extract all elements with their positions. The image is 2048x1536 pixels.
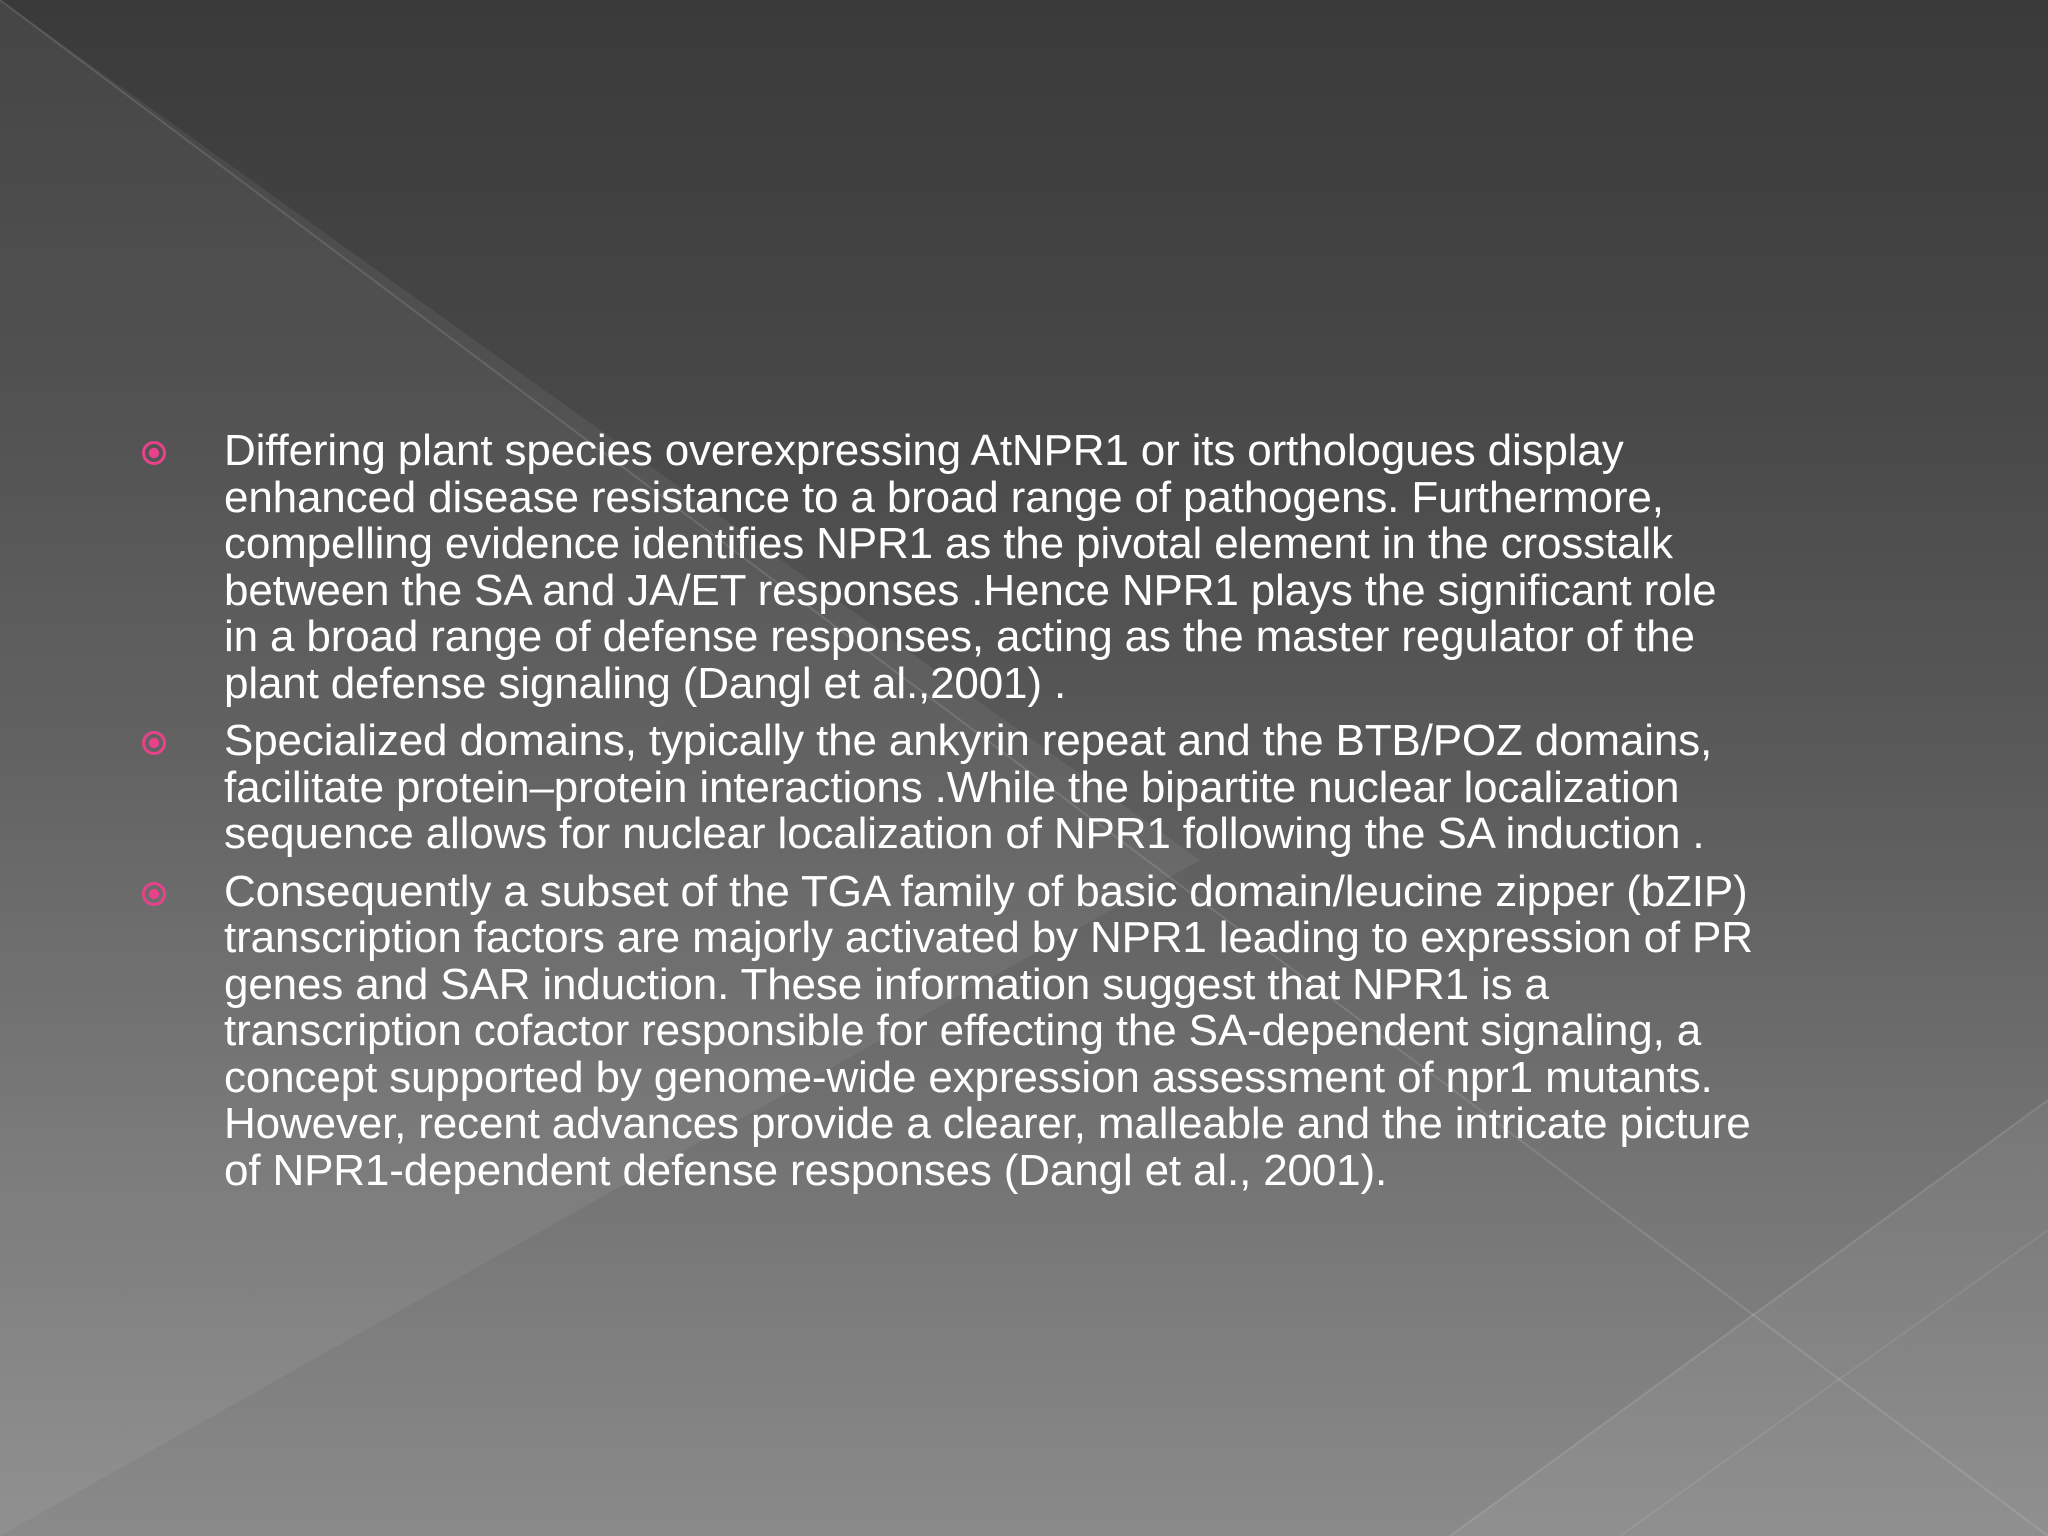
circled-dot-icon [141, 440, 167, 466]
bullet-text-line: between the SA and JA/ET responses .Hence NPR1 plays the significant role [224, 565, 1717, 615]
circled-dot-icon [141, 730, 167, 756]
bullet-text-line: compelling evidence identifies NPR1 as the pivotal element in the crosstalk [224, 519, 1673, 568]
bullet-text-line: plant defense signaling (Dangl et al.,2001) . [224, 658, 1067, 708]
bullet-text-line: sequence allows for nuclear localization of NPR1 following the SA induction . [224, 809, 1705, 858]
bullet-text-line: transcription cofactor responsible for effecting the SA-dependent signaling, a [224, 1006, 1702, 1055]
bullet-item [138, 428, 1938, 707]
bullet-text-line: of NPR1-dependent defense responses (Dangl et al., 2001). [224, 1145, 1388, 1195]
bullet-item [138, 718, 1938, 858]
bullet-dot [149, 888, 159, 898]
bullet-text-line: genes and SAR induction. These information suggest that NPR1 is a [224, 959, 1549, 1009]
bullet-text-line: facilitate protein–protein interactions .While the bipartite nuclear localization [224, 762, 1680, 812]
bullet-text-line: Specialized domains, typically the ankyrin repeat and the BTB/POZ domains, [224, 716, 1713, 765]
bullet-text-line: transcription factors are majorly activated by NPR1 leading to expression of PR [224, 913, 1753, 962]
bullet-text-line: Consequently a subset of the TGA family of basic domain/leucine zipper (bZIP) [224, 866, 1748, 916]
bullet-text-line: concept supported by genome-wide expression assessment of npr1 mutants. [224, 1052, 1713, 1102]
bullet-text-line: Differing plant species overexpressing AtNPR1 or its orthologues display [224, 426, 1624, 475]
bullet-dot [149, 448, 159, 458]
bullet-list [138, 428, 1938, 1205]
bullet-text-line: However, recent advances provide a clearer, malleable and the intricate picture [224, 1099, 1751, 1148]
bullet-text-line: enhanced disease resistance to a broad range of pathogens. Furthermore, [224, 472, 1664, 522]
bullet-item [138, 866, 1938, 1195]
bullet-text-line: in a broad range of defense responses, acting as the master regulator of the [224, 612, 1695, 661]
bullet-dot [149, 738, 159, 748]
circled-dot-icon [141, 881, 167, 907]
